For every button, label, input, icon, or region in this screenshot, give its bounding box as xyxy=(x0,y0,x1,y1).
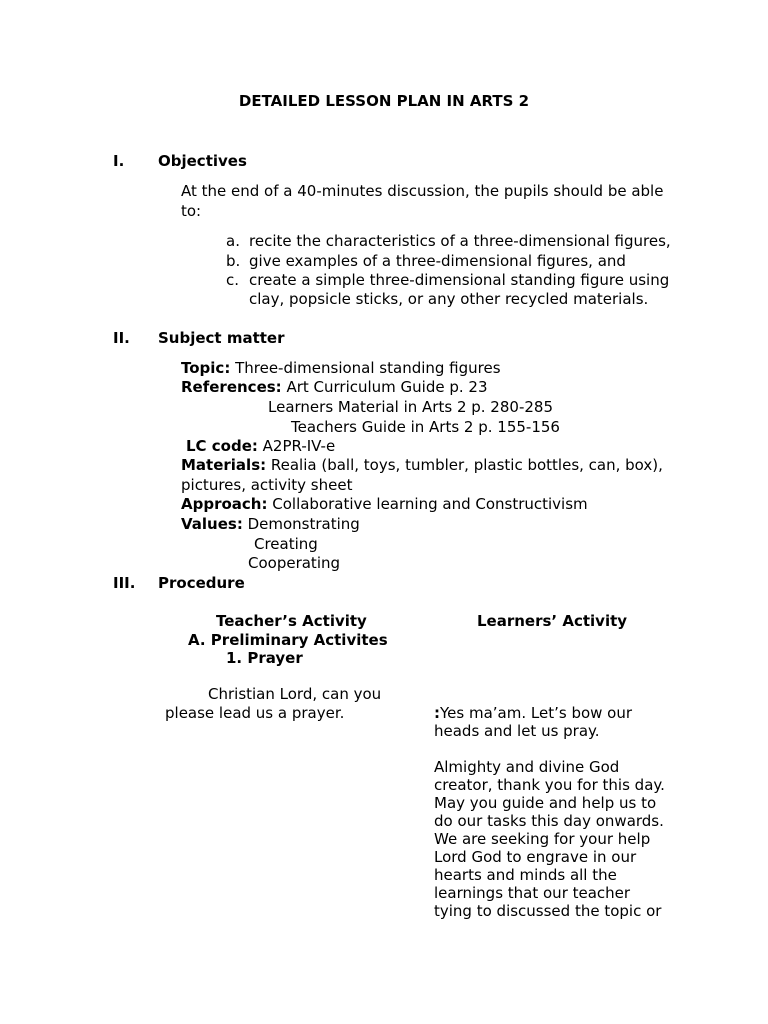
list-text: create a simple three-dimensional standing figure using xyxy=(249,271,670,289)
document-title: DETAILED LESSON PLAN IN ARTS 2 xyxy=(238,92,530,110)
teacher-prompt-line-1: Christian Lord, can you xyxy=(208,685,382,703)
materials-line-2: pictures, activity sheet xyxy=(181,476,353,494)
section-number-3: III. xyxy=(113,574,136,592)
section-number-1: I. xyxy=(113,152,125,170)
preliminary-activities-heading: A. Preliminary Activites xyxy=(188,631,388,649)
section-heading-subject-matter: Subject matter xyxy=(158,329,285,347)
lc-code-line xyxy=(186,437,335,456)
learner-reply-line-1 xyxy=(434,704,632,723)
approach-value: Collaborative learning and Constructivism xyxy=(267,495,588,513)
materials-line xyxy=(181,456,663,475)
values-line xyxy=(181,515,360,534)
materials-label: Materials: xyxy=(181,456,267,474)
learner-reply-colon: : xyxy=(434,704,440,722)
prayer-line: hearts and minds all the xyxy=(434,866,617,884)
references-line xyxy=(181,378,488,397)
list-text: recite the characteristics of a three-dimensional figures, xyxy=(249,232,671,250)
approach-line xyxy=(181,495,588,514)
prayer-line: May you guide and help us to xyxy=(434,794,657,812)
reference-line-2: Learners Material in Arts 2 p. 280-285 xyxy=(268,398,553,416)
prayer-line: We are seeking for your help xyxy=(434,830,651,848)
values-line-3: Cooperating xyxy=(248,554,341,572)
list-marker: a. xyxy=(226,232,240,250)
materials-value: Realia (ball, toys, tumbler, plastic bottles, can, box), xyxy=(266,456,663,474)
objectives-intro: At the end of a 40-minutes discussion, the pupils should be able xyxy=(181,182,664,200)
references-label: References: xyxy=(181,378,282,396)
topic-line xyxy=(181,359,501,378)
values-line-2: Creating xyxy=(254,535,318,553)
teacher-activity-header: Teacher’s Activity xyxy=(216,612,367,630)
section-heading-objectives: Objectives xyxy=(158,152,247,170)
references-value: Art Curriculum Guide p. 23 xyxy=(281,378,488,396)
list-marker: c. xyxy=(226,271,240,289)
topic-value: Three-dimensional standing figures xyxy=(230,359,501,377)
prayer-line: creator, thank you for this day. xyxy=(434,776,665,794)
list-marker: b. xyxy=(226,252,241,270)
prayer-line: Almighty and divine God xyxy=(434,758,620,776)
prayer-line: learnings that our teacher xyxy=(434,884,631,902)
reference-line-3: Teachers Guide in Arts 2 p. 155-156 xyxy=(291,418,560,436)
topic-label: Topic: xyxy=(181,359,231,377)
teacher-prompt-line-2: please lead us a prayer. xyxy=(165,704,345,722)
section-number-2: II. xyxy=(113,329,130,347)
list-text: give examples of a three-dimensional figures, and xyxy=(249,252,626,270)
values-label: Values: xyxy=(181,515,243,533)
learner-activity-header: Learners’ Activity xyxy=(477,612,628,630)
prayer-line: tying to discussed the topic or xyxy=(434,902,662,920)
approach-label: Approach: xyxy=(181,495,268,513)
prayer-line: do our tasks this day onwards. xyxy=(434,812,664,830)
learner-reply-text: Yes ma’am. Let’s bow our xyxy=(440,704,633,722)
prayer-line: Lord God to engrave in our xyxy=(434,848,637,866)
list-text-cont: clay, popsicle sticks, or any other recycled materials. xyxy=(249,290,649,308)
objectives-intro-cont: to: xyxy=(181,202,202,220)
learner-reply-line-2: heads and let us pray. xyxy=(434,722,600,740)
values-value: Demonstrating xyxy=(242,515,360,533)
lc-code-value: A2PR-IV-e xyxy=(257,437,336,455)
section-heading-procedure: Procedure xyxy=(158,574,245,592)
lc-code-label: LC code: xyxy=(186,437,258,455)
prayer-heading: 1. Prayer xyxy=(226,649,303,667)
